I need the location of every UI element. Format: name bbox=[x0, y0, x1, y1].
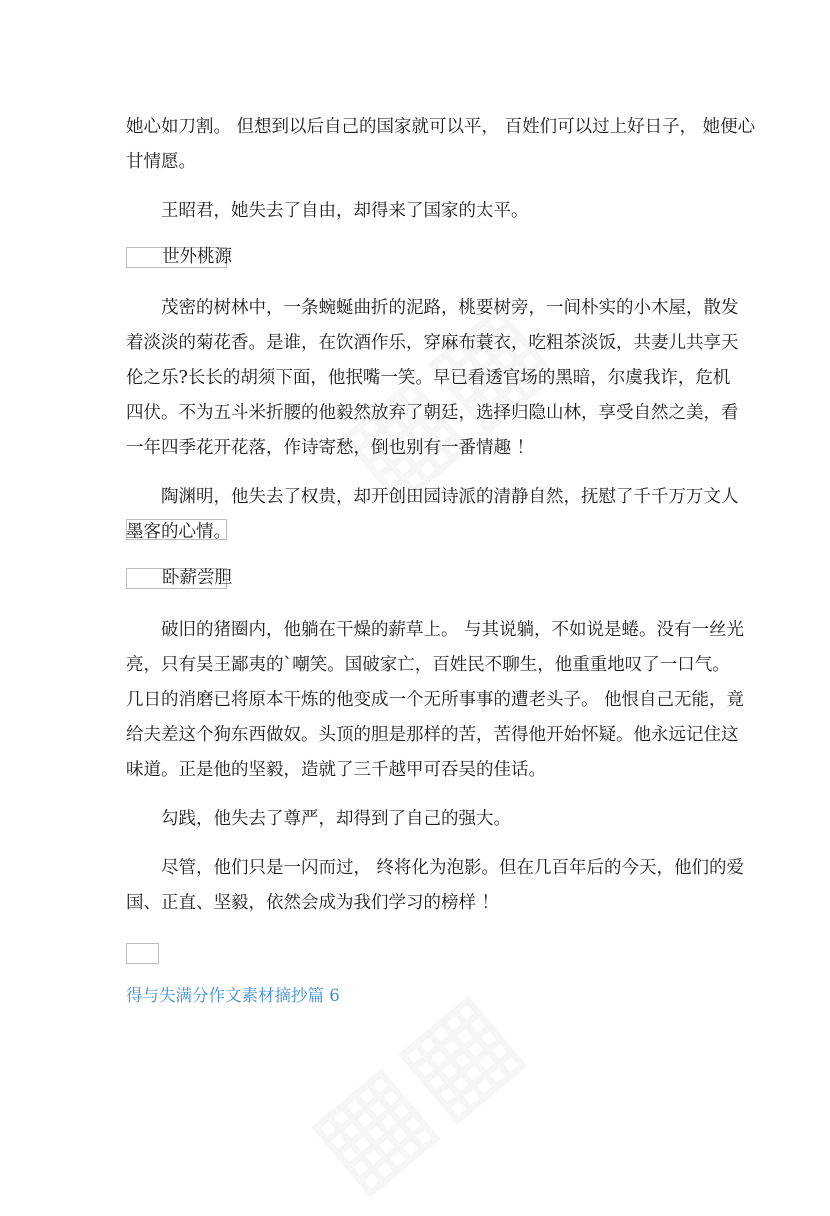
paragraph-line: 国、正直、坚毅，依然会成为我们学习的榜样 ！ bbox=[126, 893, 500, 913]
section-heading: 卧薪尝胆 bbox=[162, 568, 232, 588]
paragraph-line: 破旧的猪圈内，他躺在干燥的薪草上。 与其说躺，不如说是蜷。没有一丝光 bbox=[161, 620, 745, 640]
paragraph-line: 亮，只有吴王鄙夷的`嘲笑。国破家亡，百姓民不聊生，他重重地叹了一口气。 bbox=[126, 655, 730, 675]
paragraph-line: 甘情愿。 bbox=[126, 152, 196, 172]
paragraph-line: 几日的消磨已将原本干炼的他变成一个无所事事的遭老头子。 他恨自己无能，竟 bbox=[126, 690, 745, 710]
text-highlight-box bbox=[126, 519, 227, 540]
paragraph-line: 尽管，他们只是一闪而过， 终将化为泡影。但在几百年后的今天，他们的爱 bbox=[161, 858, 745, 878]
section-heading: 世外桃源 bbox=[162, 247, 232, 267]
paragraph-line: 茂密的树林中，一条蜿蜒曲折的泥路，桃要树旁，一间朴实的小木屋，散发 bbox=[161, 298, 739, 318]
paragraph-line: 一年四季花开花落，作诗寄愁，倒也别有一番情趣 ！ bbox=[126, 438, 535, 458]
paragraph-line: 给夫差这个狗东西做奴。头顶的胆是那样的苦，苦得他开始怀疑。他永远记住这 bbox=[126, 725, 739, 745]
paragraph-line: 墨客的心情。 bbox=[126, 522, 231, 542]
next-article-title: 得与失满分作文素材摘抄篇 6 bbox=[126, 986, 340, 1005]
paragraph-line: 她心如刀割。 但想到以后自己的国家就可以平， 百姓们可以过上好日子， 她便心 bbox=[126, 117, 756, 137]
paragraph-line: 陶渊明，他失去了权贵，却开创田园诗派的清静自然，抚慰了千千万万文人 bbox=[161, 487, 739, 507]
paragraph-line: 四伏。不为五斗米折腰的他毅然放弃了朝廷，选择归隐山林，享受自然之美，看 bbox=[126, 403, 739, 423]
empty-box bbox=[126, 943, 159, 964]
paragraph-line: 伦之乐?长长的胡须下面，他抿嘴一笑。早已看透官场的黑暗，尔虞我诈，危机 bbox=[126, 368, 731, 388]
paragraph-line: 着淡淡的菊花香。是谁，在饮酒作乐，穿麻布蓑衣，吃粗茶淡饭，共妻儿共享天 bbox=[126, 333, 739, 353]
paragraph-line: 勾践，他失去了尊严，却得到了自己的强大。 bbox=[161, 809, 511, 829]
paragraph-line: 味道。正是他的坚毅，造就了三千越甲可吞吴的佳话。 bbox=[126, 760, 546, 780]
paragraph-line: 王昭君，她失去了自由，却得来了国家的太平。 bbox=[161, 201, 529, 221]
